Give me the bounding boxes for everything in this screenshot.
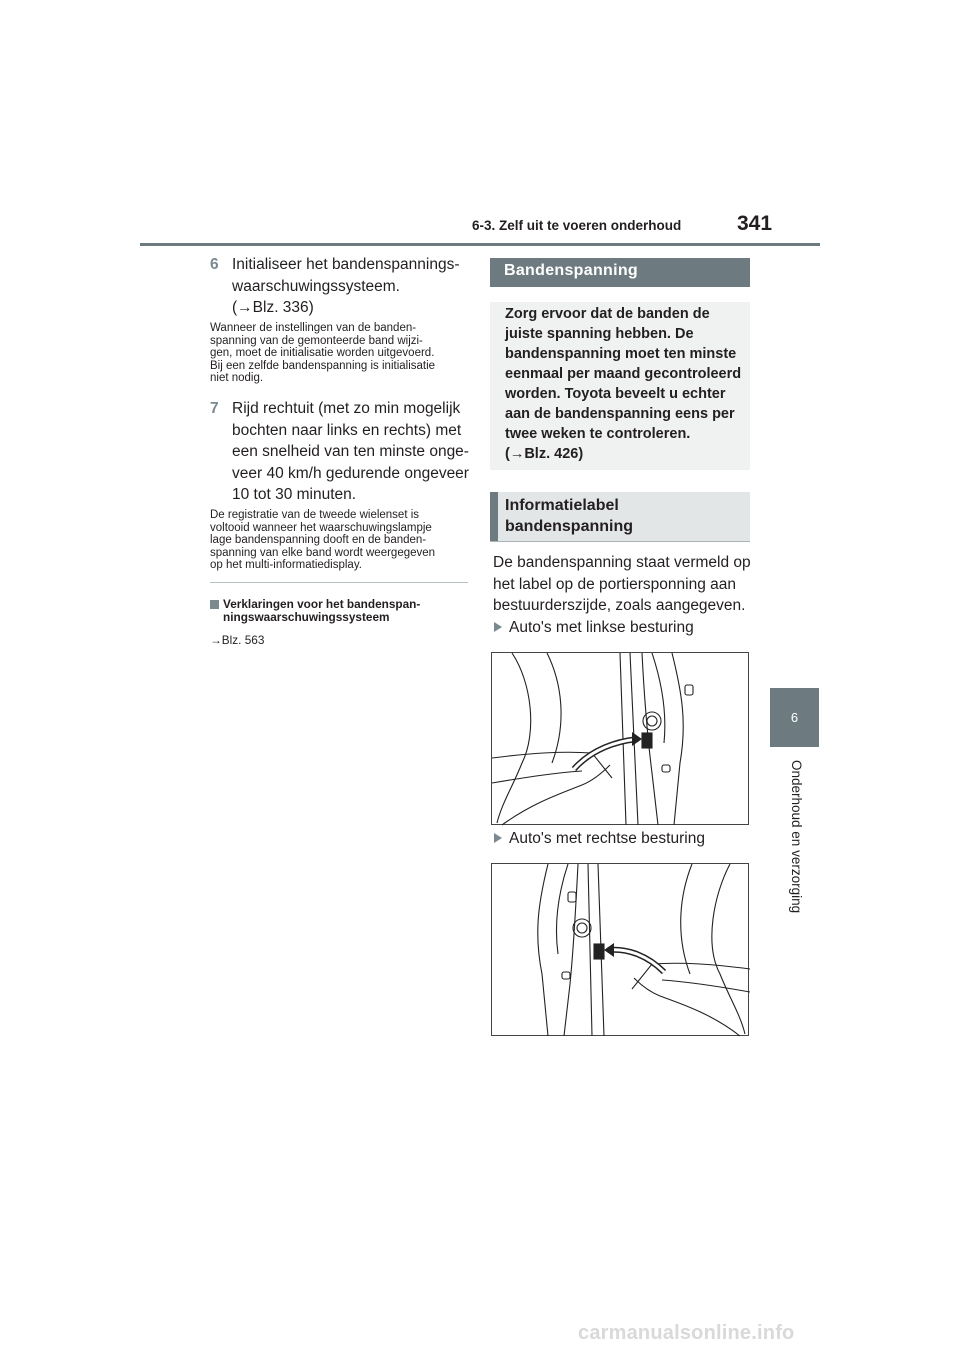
triangle-bullet-icon	[494, 622, 502, 632]
figure-rhd-door-pillar	[491, 863, 749, 1036]
box-body-bandenspanning: Zorg ervoor dat de banden de juiste spanning hebben. De bandenspanning moet ten minste eenmaal per maand gecontroleerd worden. Toyota beveelt u echter aan de bandenspanning eens per twee weken te controleren. (→Blz. 426)	[490, 302, 750, 470]
step-text: Initialiseer het bandenspannings- waarschuwingssysteem. (→Blz. 336)	[232, 256, 460, 316]
explanation-ref: →Blz. 563	[210, 633, 265, 647]
divider	[210, 582, 468, 583]
chapter-title: Onderhoud en verzorging	[789, 760, 804, 914]
chapter-tab: 6	[770, 688, 819, 747]
figure-lhd-door-pillar	[491, 652, 749, 825]
step-text: Rijd rechtuit (met zo min mogelijk bochten naar links en rechts) met een snelheid van ten minste onge- veer 40 km/h gedurende ongeveer 10 tot 30 minuten.	[232, 400, 469, 503]
step-number: 6	[210, 256, 219, 273]
watermark: carmanualsonline.info	[578, 1322, 795, 1344]
header-rule	[140, 243, 820, 246]
note-registration: De registratie van de tweede wielenset is voltooid wanneer het waarschuwingslampje lage bandenspanning dooft en de banden- spanning van elke band wordt weergegeven op het multi-informatiedisplay.	[210, 509, 436, 571]
box-rule	[490, 541, 750, 542]
square-bullet-icon	[210, 600, 219, 609]
box-title-bandenspanning: Bandenspanning	[490, 258, 750, 287]
page-number: 341	[737, 212, 773, 235]
step-number: 7	[210, 400, 219, 417]
box-title-informatielabel: Informatielabel bandenspanning	[490, 492, 750, 541]
triangle-bullet-icon	[494, 833, 502, 843]
section-label: 6-3. Zelf uit te voeren onderhoud	[472, 218, 682, 233]
note-initialisation: Wanneer de instellingen van de banden- spanning van de gemonteerde band wijzi- gen, moet de initialisatie worden uitgevoerd. Bij een zelfde bandenspanning is initialisatie niet nodig.	[210, 322, 436, 384]
label-paragraph: De bandenspanning staat vermeld op het label op de portiersponning aan bestuurderszijde, zoals aangegeven.	[493, 554, 751, 614]
